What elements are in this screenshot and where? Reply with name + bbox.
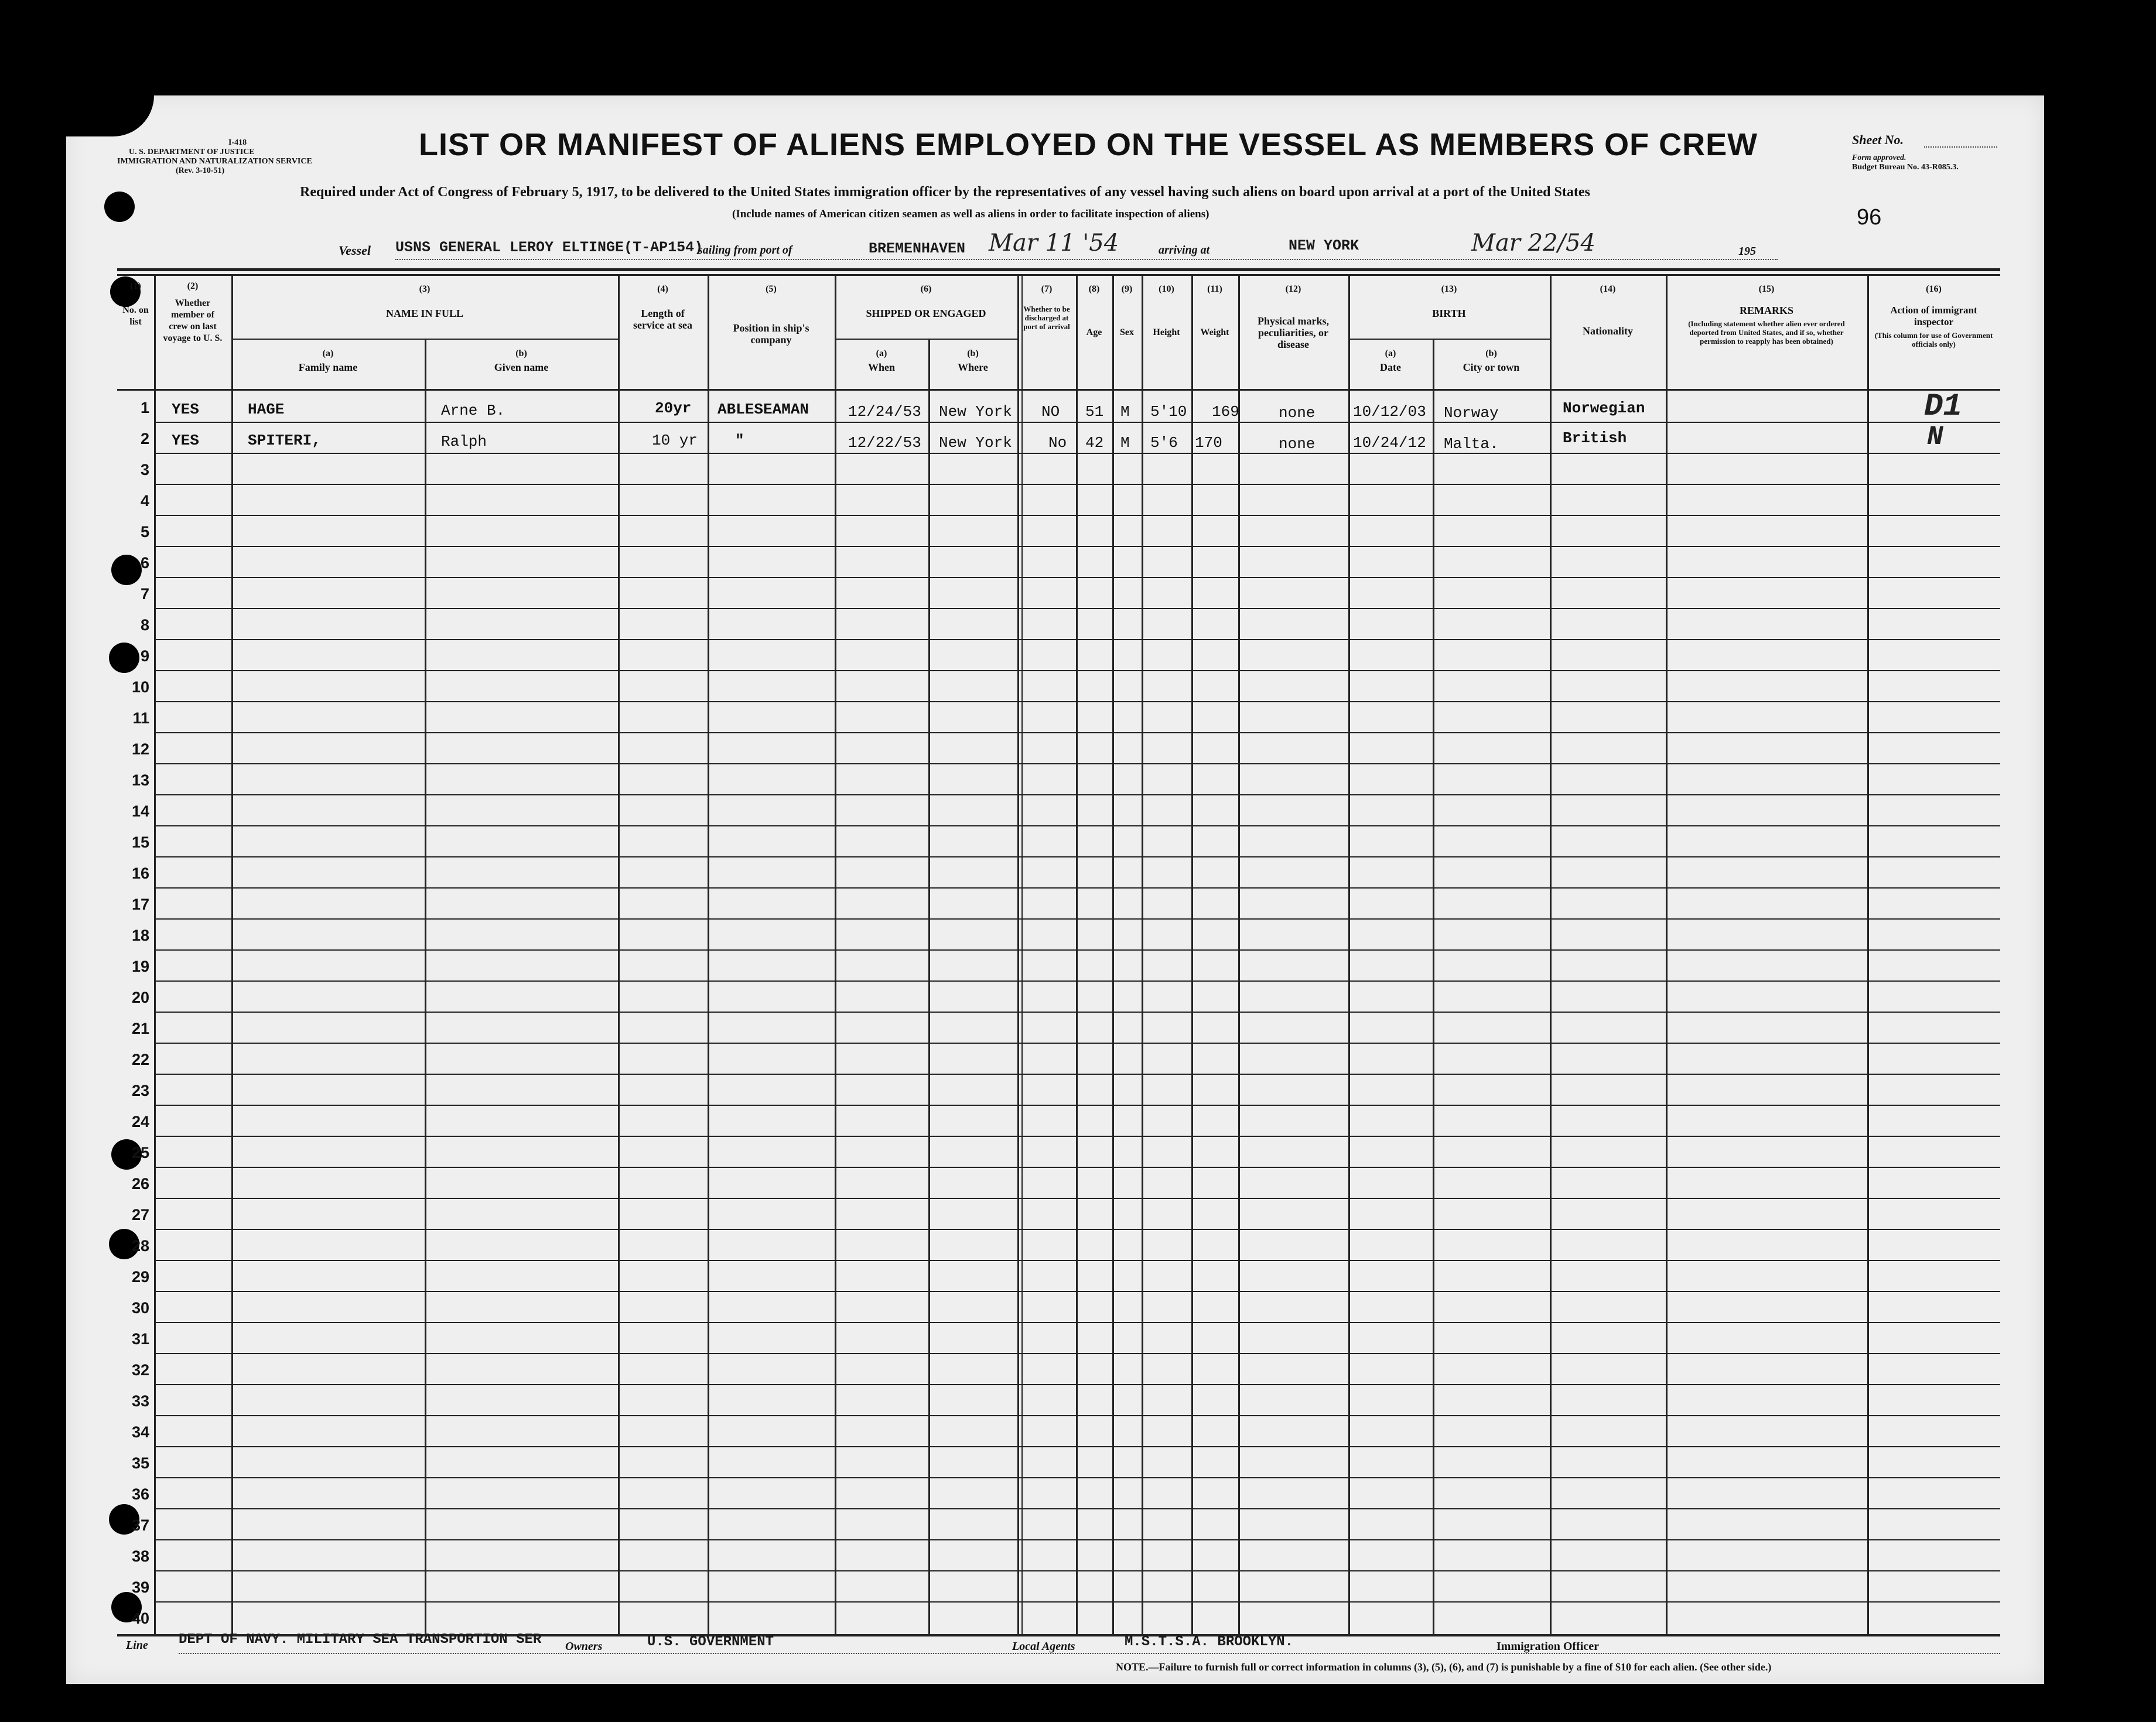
row-number: 23: [131, 1082, 149, 1099]
col4-number: (4): [657, 284, 668, 294]
column-divider: [928, 339, 930, 1634]
sailing-date: Mar 11 '54: [989, 230, 1119, 257]
action-cell: D1: [1924, 389, 1962, 425]
sheet-number: 96: [1857, 205, 1882, 230]
row-number: 26: [131, 1175, 149, 1193]
row-number: 10: [131, 678, 149, 696]
row-number: 40: [131, 1610, 149, 1627]
where-header: Where: [958, 361, 988, 373]
where-cell: New York: [939, 403, 1012, 421]
row-number: 21: [131, 1020, 149, 1037]
column-divider: [708, 276, 709, 1634]
col3-number: (3): [419, 284, 430, 294]
discharged-cell: No: [1048, 434, 1067, 452]
row-number: 3: [140, 461, 149, 479]
row-number: 29: [131, 1268, 149, 1286]
col1-number: (1): [130, 281, 141, 291]
col16-header: Action of immigrant inspector: [1890, 305, 1977, 327]
row-number: 38: [131, 1547, 149, 1565]
year-suffix: 195: [1738, 245, 1756, 258]
column-divider: [1867, 276, 1869, 1634]
column-divider: [1142, 276, 1143, 1634]
col5-header: Position in ship's company: [733, 322, 809, 346]
col15-header: REMARKS: [1739, 305, 1793, 316]
sailing-label: sailing from port of: [698, 244, 792, 257]
arriving-port: NEW YORK: [1289, 237, 1359, 254]
column-divider: [1191, 276, 1193, 1634]
column-divider: [1238, 276, 1240, 1634]
row-number: 25: [131, 1144, 149, 1161]
col6-number: (6): [920, 284, 932, 294]
row-number: 11: [132, 709, 149, 727]
marks-cell: none: [1279, 404, 1316, 422]
service-cell: 10 yr: [652, 432, 698, 449]
marks-cell: none: [1279, 435, 1316, 453]
row-number: 6: [140, 554, 149, 572]
budget-bureau: Budget Bureau No. 43-R085.3.: [1852, 163, 1959, 172]
line-value: DEPT OF NAVY. MILITARY SEA TRANSPORTION SER: [179, 1632, 542, 1648]
form-number: I-418: [228, 138, 247, 147]
row-number: 30: [131, 1299, 149, 1317]
column-divider: [425, 339, 426, 1634]
col16-subheader: (This column for use of Government officials only): [1874, 331, 1993, 348]
col16-number: (16): [1926, 284, 1942, 294]
column-divider: [154, 276, 156, 1634]
row-number: 5: [140, 523, 149, 541]
agents-value: M.S.T.S.A. BROOKLYN.: [1125, 1634, 1294, 1650]
position-cell: ": [735, 432, 744, 449]
col4-header: Length of service at sea: [633, 308, 692, 331]
row-number: 22: [131, 1051, 149, 1068]
col2-number: (2): [187, 281, 199, 291]
column-divider: [835, 276, 836, 1634]
col7-header: Whether to be discharged at port of arrival: [1023, 305, 1070, 331]
row-number: 13: [131, 771, 149, 789]
sex-cell: M: [1120, 403, 1130, 421]
height-cell: 5'6: [1150, 434, 1178, 452]
sailing-port: BREMENHAVEN: [869, 240, 966, 257]
col1-header: No. on list: [122, 305, 149, 327]
arriving-label: arriving at: [1159, 244, 1210, 257]
service-name: IMMIGRATION AND NATURALIZATION SERVICE: [117, 157, 312, 166]
column-divider: [1433, 339, 1434, 1634]
row-number: 4: [140, 492, 149, 510]
position-cell: ABLESEAMAN: [717, 401, 809, 418]
col9-header: Sex: [1120, 327, 1134, 337]
when-cell: 12/24/53: [848, 403, 921, 421]
row-number: 28: [131, 1237, 149, 1255]
sex-cell: M: [1120, 434, 1130, 452]
column-divider: [1017, 276, 1019, 1634]
nationality-cell: Norwegian: [1563, 399, 1645, 417]
given-name-cell: Ralph: [441, 433, 487, 450]
include-statement: (Include names of American citizen seamen as well as aliens in order to facilitate inspection of aliens): [732, 208, 1209, 220]
nationality-cell: British: [1563, 429, 1627, 447]
given-name-header: Given name: [494, 361, 549, 373]
arriving-date: Mar 22/54: [1471, 230, 1595, 257]
weight-cell: 169: [1212, 403, 1239, 421]
row-number: 18: [131, 927, 149, 944]
col3-header: NAME IN FULL: [385, 308, 463, 319]
weight-cell: 170: [1195, 434, 1222, 452]
height-cell: 5'10: [1150, 403, 1187, 421]
line-label: Line: [126, 1639, 148, 1652]
column-divider: [1076, 276, 1078, 1634]
family-name-header: Family name: [298, 361, 358, 373]
row-number: 19: [131, 958, 149, 975]
col13-number: (13): [1441, 284, 1457, 294]
form-revision: (Rev. 3-10-51): [176, 166, 225, 175]
column-divider: [231, 276, 233, 1634]
age-cell: 42: [1085, 434, 1104, 452]
row-number: 14: [131, 802, 149, 820]
vessel-label: Vessel: [339, 243, 371, 258]
family-name-cell: HAGE: [248, 401, 285, 418]
row-number: 39: [131, 1578, 149, 1596]
col14-number: (14): [1600, 284, 1616, 294]
column-divider: [1021, 276, 1023, 1634]
col7-number: (7): [1041, 284, 1053, 294]
punch-hole: [104, 192, 135, 222]
row-number: 15: [131, 833, 149, 851]
row-number: 1: [140, 399, 149, 416]
col14-header: Nationality: [1582, 325, 1633, 337]
action-cell: N: [1927, 422, 1943, 452]
agents-label: Local Agents: [1012, 1640, 1075, 1653]
col9-number: (9): [1121, 284, 1133, 294]
col2-header: Whether member of crew on last voyage to U. S.: [163, 298, 223, 343]
crew-cell: YES: [172, 401, 199, 418]
row-number: 8: [140, 616, 149, 634]
form-approved: Form approved.: [1852, 153, 1906, 162]
row-number: 36: [131, 1485, 149, 1503]
row-number: 24: [131, 1113, 149, 1130]
column-divider: [618, 276, 620, 1634]
owners-label: Owners: [565, 1640, 603, 1653]
col13-header: BIRTH: [1432, 308, 1466, 319]
col12-number: (12): [1285, 284, 1301, 294]
row-number: 9: [140, 647, 149, 665]
column-divider: [1666, 276, 1668, 1634]
department-name: U. S. DEPARTMENT OF JUSTICE: [129, 148, 255, 156]
required-statement: Required under Act of Congress of February 5, 1917, to be delivered to the United States immigration officer by the representatives of any vessel having such aliens on board upon arrival at a port of the United States: [300, 184, 1590, 200]
row-number: 16: [131, 865, 149, 882]
column-divider: [1112, 276, 1114, 1634]
birth-date-header: Date: [1380, 361, 1401, 373]
column-divider: [1550, 276, 1552, 1634]
row-number: 31: [131, 1330, 149, 1348]
col15-number: (15): [1758, 284, 1775, 294]
col12-header: Physical marks, peculiarities, or disease: [1257, 315, 1329, 350]
family-name-cell: SPITERI,: [248, 432, 321, 449]
col10-header: Height: [1153, 327, 1180, 337]
col11-number: (11): [1207, 284, 1222, 294]
where-cell: New York: [939, 434, 1012, 452]
birth-date-cell: 10/24/12: [1353, 434, 1426, 452]
footer-note: NOTE.—Failure to furnish full or correct information in columns (3), (5), (6), and (7) is punishable by a fine of $10 for each alien. (See other side.): [1116, 1661, 1772, 1673]
row-number: 37: [131, 1516, 149, 1534]
discharged-cell: NO: [1041, 403, 1060, 421]
row-number: 35: [131, 1454, 149, 1472]
col8-number: (8): [1088, 284, 1100, 294]
row-number: 32: [131, 1361, 149, 1379]
sheet-label: Sheet No.: [1852, 132, 1904, 147]
row-number: 33: [131, 1392, 149, 1410]
crew-cell: YES: [172, 432, 199, 449]
row-number: 2: [140, 430, 149, 447]
row-number: 20: [131, 989, 149, 1006]
column-divider: [1348, 276, 1350, 1634]
birth-city-cell: Norway: [1444, 404, 1499, 422]
row-number: 17: [131, 896, 149, 913]
row-number: 7: [140, 585, 149, 603]
birth-city-cell: Malta.: [1444, 435, 1499, 453]
vessel-name: USNS GENERAL LEROY ELTINGE(T-AP154): [395, 239, 703, 256]
age-cell: 51: [1085, 403, 1104, 421]
col10-number: (10): [1159, 284, 1174, 294]
row-number: 34: [131, 1423, 149, 1441]
col11-header: Weight: [1200, 327, 1229, 337]
birth-city-header: City or town: [1463, 361, 1520, 373]
when-header: When: [867, 361, 895, 373]
row-number: 12: [131, 740, 149, 758]
col6-header: SHIPPED OR ENGAGED: [866, 308, 986, 319]
col8-header: Age: [1086, 327, 1102, 337]
col15-subheader: (Including statement whether alien ever ordered deported from United States, and if so, whether permission to reapply has been obtained): [1688, 319, 1845, 346]
service-cell: 20yr: [655, 399, 692, 417]
row-number: 27: [131, 1206, 149, 1224]
officer-label: Immigration Officer: [1496, 1640, 1599, 1653]
given-name-cell: Arne B.: [441, 402, 505, 419]
birth-date-cell: 10/12/03: [1353, 403, 1426, 421]
page-title: LIST OR MANIFEST OF ALIENS EMPLOYED ON THE VESSEL AS MEMBERS OF CREW: [419, 127, 1758, 162]
when-cell: 12/22/53: [848, 434, 921, 452]
owners-value: U.S. GOVERNMENT: [647, 1634, 774, 1650]
col5-number: (5): [766, 284, 777, 294]
